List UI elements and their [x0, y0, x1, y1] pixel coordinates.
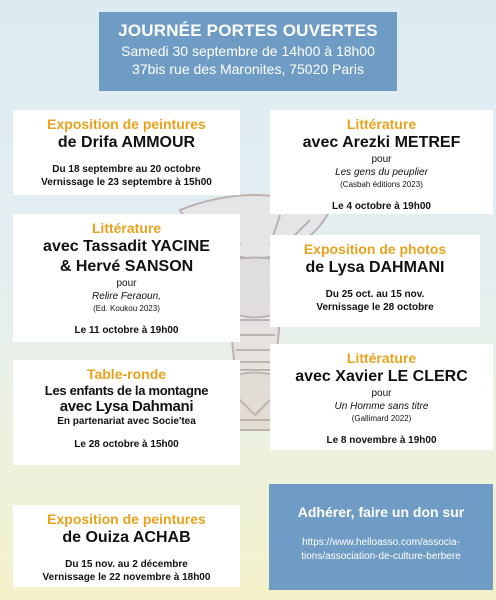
membership-link[interactable]: [269, 536, 493, 564]
event-vernissage: Vernissage le 28 octobre: [316, 302, 434, 313]
header-address: 37bis rue des Maronites, 75020 Paris: [132, 61, 364, 77]
event-category: Table-ronde: [86, 366, 167, 382]
membership-url-line1[interactable]: https://www.helloasso.com/associa-: [302, 537, 460, 548]
event-card-leclerc: [270, 344, 493, 450]
event-card-ammour: [13, 110, 240, 195]
event-date: Le 11 octobre à 19h00: [74, 325, 179, 336]
event-category: Exposition de peintures: [47, 511, 206, 527]
event-date: Le 8 novembre à 19h00: [326, 435, 437, 446]
event-card-metref: [270, 110, 493, 214]
event-partner: En partenariat avec Socie'tea: [57, 416, 196, 427]
membership-title: Adhérer, faire un don sur: [297, 504, 465, 520]
event-artist: de Lysa DAHMANI: [305, 259, 445, 276]
event-publisher: (Casbah éditions 2023): [340, 180, 423, 189]
event-card-achab: [13, 505, 240, 587]
event-category: Littérature: [346, 116, 417, 132]
header-date: Samedi 30 septembre de 14h00 à 18h00: [121, 43, 375, 59]
event-book: Les gens du peuplier: [335, 167, 428, 178]
header-title: JOURNÉE PORTES OUVERTES: [118, 21, 378, 40]
event-publisher: (Ed. Koukou 2023): [93, 304, 160, 313]
event-category: Exposition de photos: [303, 241, 447, 257]
event-date: Le 28 octobre à 15h00: [74, 439, 179, 450]
event-artist: avec Xavier LE CLERC: [295, 368, 468, 385]
event-card-dahmani-photos: [270, 235, 480, 327]
event-artist: de Drifa AMMOUR: [57, 134, 196, 151]
event-category: Exposition de peintures: [47, 116, 206, 132]
event-publisher: (Gallimard 2022): [351, 414, 412, 423]
event-artist-line1: avec Tassadit YACINE: [43, 238, 210, 255]
event-pour: pour: [116, 278, 137, 289]
event-artist-line2: & Hervé SANSON: [59, 258, 194, 275]
event-book: Relire Feraoun,: [92, 291, 161, 302]
event-vernissage: Vernissage le 23 septembre à 15h00: [41, 177, 212, 188]
membership-url-line2[interactable]: tions/association-de-culture-berbere: [301, 551, 461, 562]
event-pour: pour: [371, 388, 392, 399]
membership-card: [269, 484, 493, 590]
event-dates: Du 25 oct. au 15 nov.: [325, 289, 425, 300]
open-day-header: [99, 12, 397, 91]
event-vernissage: Vernissage le 22 novembre à 18h00: [42, 572, 211, 583]
event-artist: de Ouiza ACHAB: [62, 529, 191, 546]
event-title: Les enfants de la montagne: [44, 383, 209, 398]
event-dates: Du 15 nov. au 2 décembre: [65, 559, 188, 570]
event-dates: Du 18 septembre au 20 octobre: [52, 164, 201, 175]
event-artist: avec Arezki METREF: [302, 134, 461, 151]
event-category: Littérature: [346, 350, 417, 366]
event-book: Un Homme sans titre: [334, 401, 429, 412]
event-artist: avec Lysa Dahmani: [59, 398, 194, 415]
event-date: Le 4 octobre à 19h00: [332, 201, 431, 212]
event-card-table-ronde: [13, 360, 240, 465]
event-category: Littérature: [91, 220, 162, 236]
event-pour: pour: [371, 154, 392, 165]
event-card-yacine: [13, 214, 240, 342]
